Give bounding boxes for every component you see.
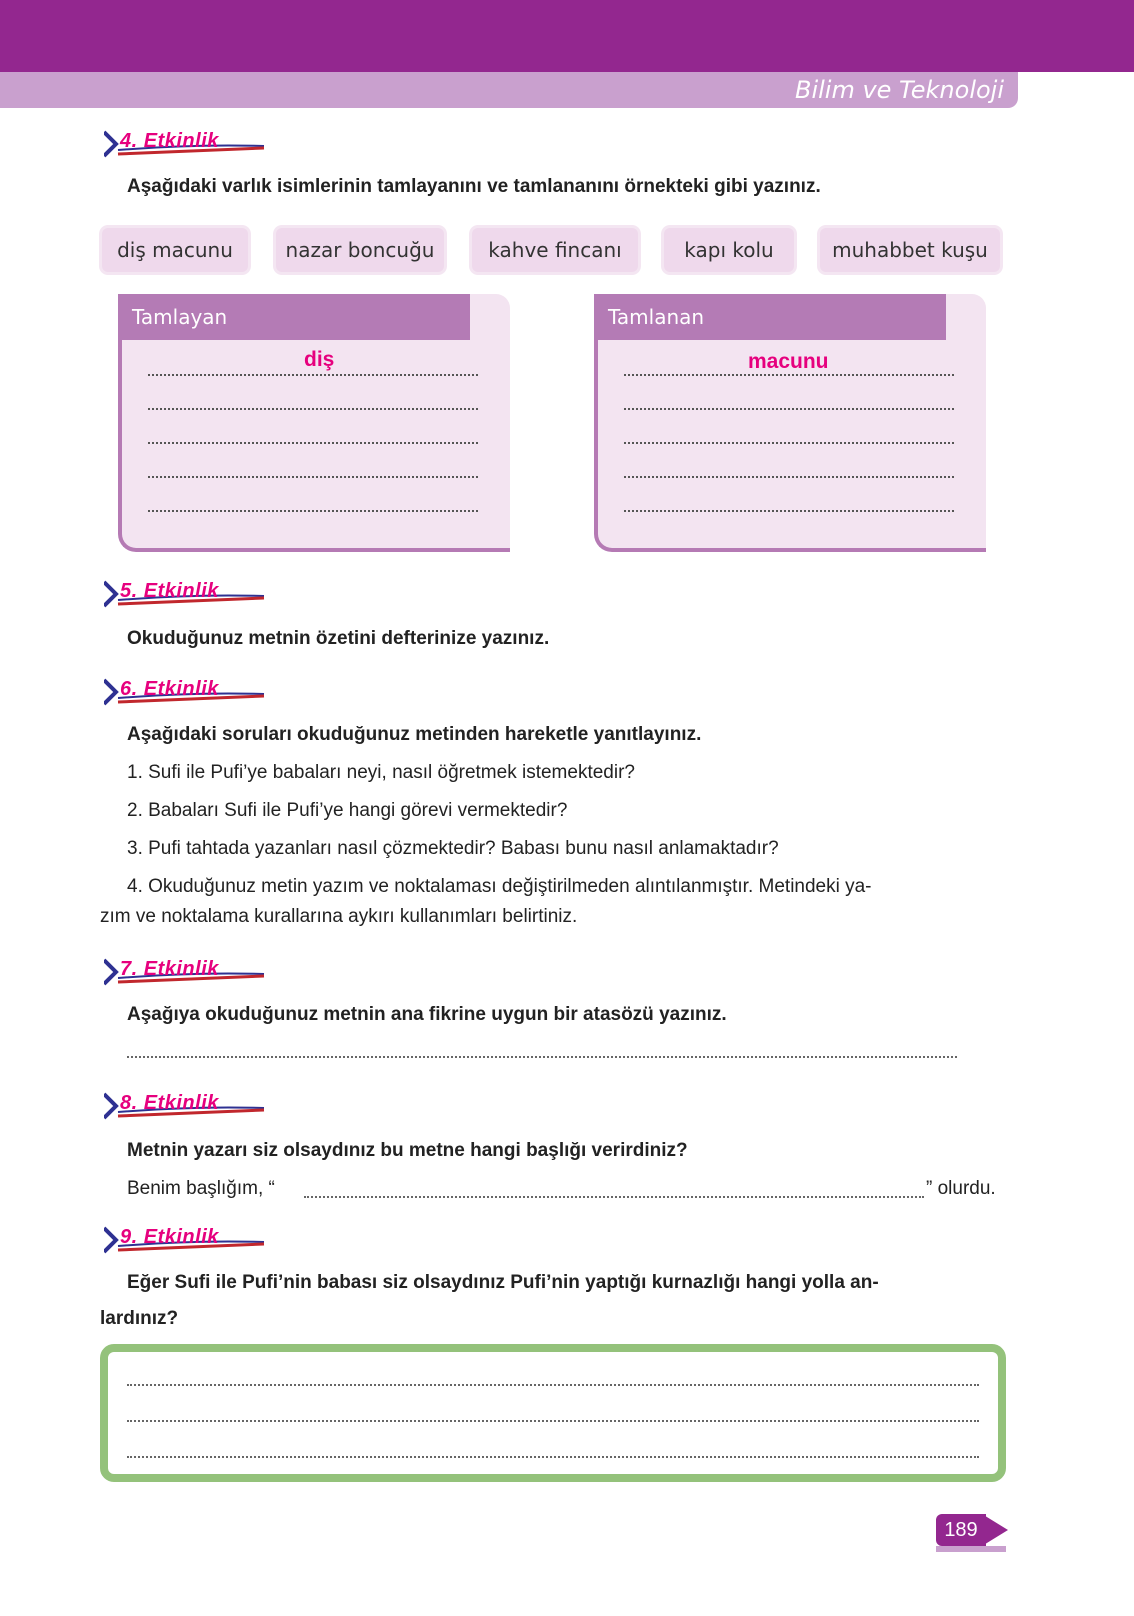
question-1: 1. Sufi ile Pufi’ye babaları neyi, nasıl öğretmek istemektedir? [127, 762, 635, 783]
etkinlik-9-badge [104, 1220, 284, 1260]
etkinlik-8-label: 8. Etkinlik [120, 1092, 219, 1114]
tamlayan-line-1[interactable] [148, 374, 478, 376]
page-number: 189 [936, 1514, 986, 1546]
answer-box [100, 1344, 1006, 1482]
answer-line-2[interactable] [127, 1420, 979, 1422]
question-2: 2. Babaları Sufi ile Pufi’ye hangi görevi vermektedir? [127, 800, 568, 821]
tamlayan-line-4[interactable] [148, 476, 478, 478]
etkinlik-4-instruction: Aşağıdaki varlık isimlerinin tamlayanını ve tamlananını örnekteki gibi yazınız. [127, 176, 821, 197]
etkinlik-7-instruction: Aşağıya okuduğunuz metnin ana fikrine uygun bir atasözü yazınız. [127, 1004, 727, 1025]
baslik-prefix: Benim başlığım, “ [127, 1178, 275, 1199]
chip-1: diş macunu [102, 228, 248, 272]
section-banner [0, 72, 1018, 108]
etkinlik-9-instruction-line-1: Eğer Sufi ile Pufi’nin babası siz olsaydınız Pufi’nin yaptığı kurnazlığı hangi yolla an- [127, 1272, 879, 1293]
etkinlik-4-label: 4. Etkinlik [120, 130, 219, 152]
tamlanan-example: macunu [748, 350, 829, 373]
tamlayan-line-2[interactable] [148, 408, 478, 410]
baslik-answer-line[interactable] [304, 1196, 924, 1198]
etkinlik-8-badge [104, 1086, 284, 1126]
question-4-line-1: 4. Okuduğunuz metin yazım ve noktalaması değiştirilmeden alıntılanmıştır. Metindeki ya- [127, 876, 872, 897]
page-number-arrow-icon [982, 1514, 1008, 1546]
tamlayan-title: Tamlayan [118, 294, 470, 340]
tamlanan-line-2[interactable] [624, 408, 954, 410]
etkinlik-6-instruction: Aşağıdaki soruları okuduğunuz metinden hareketle yanıtlayınız. [127, 724, 702, 745]
etkinlik-7-label: 7. Etkinlik [120, 958, 219, 980]
answer-line-1[interactable] [127, 1384, 979, 1386]
etkinlik-5-instruction: Okuduğunuz metnin özetini defterinize yazınız. [127, 628, 550, 649]
baslik-suffix: ” olurdu. [926, 1178, 996, 1199]
chip-4: kapı kolu [664, 228, 794, 272]
tamlanan-line-5[interactable] [624, 510, 954, 512]
tamlanan-line-1[interactable] [624, 374, 954, 376]
question-4-line-2: zım ve noktalama kurallarına aykırı kullanımları belirtiniz. [100, 906, 578, 927]
chip-2: nazar boncuğu [276, 228, 444, 272]
etkinlik-7-badge [104, 952, 284, 992]
etkinlik-9-label: 9. Etkinlik [120, 1226, 219, 1248]
tamlayan-line-5[interactable] [148, 510, 478, 512]
answer-line-3[interactable] [127, 1456, 979, 1458]
tamlanan-line-3[interactable] [624, 442, 954, 444]
etkinlik-8-instruction: Metnin yazarı siz olsaydınız bu metne hangi başlığı verirdiniz? [127, 1140, 688, 1161]
page-number-shadow [936, 1546, 1006, 1552]
tamlayan-line-3[interactable] [148, 442, 478, 444]
tamlanan-title: Tamlanan [594, 294, 946, 340]
tamlanan-panel [594, 294, 986, 552]
book-title: Bilim ve Teknoloji [794, 76, 1004, 104]
etkinlik-9-instruction-line-2: lardınız? [100, 1308, 179, 1329]
etkinlik-5-label: 5. Etkinlik [120, 580, 219, 602]
etkinlik-6-badge [104, 672, 284, 712]
tamlayan-panel [118, 294, 510, 552]
question-3: 3. Pufi tahtada yazanları nasıl çözmektedir? Babası bunu nasıl anlamaktadır? [127, 838, 779, 859]
etkinlik-5-badge [104, 574, 284, 614]
chip-5: muhabbet kuşu [820, 228, 1000, 272]
word-chips [100, 228, 1004, 272]
etkinlik-4-badge [104, 124, 284, 164]
top-banner [0, 0, 1134, 72]
tamlayan-example: diş [304, 348, 335, 371]
tamlanan-line-4[interactable] [624, 476, 954, 478]
atasozu-answer-line[interactable] [127, 1056, 957, 1058]
etkinlik-6-label: 6. Etkinlik [120, 678, 219, 700]
chip-3: kahve fincanı [472, 228, 638, 272]
